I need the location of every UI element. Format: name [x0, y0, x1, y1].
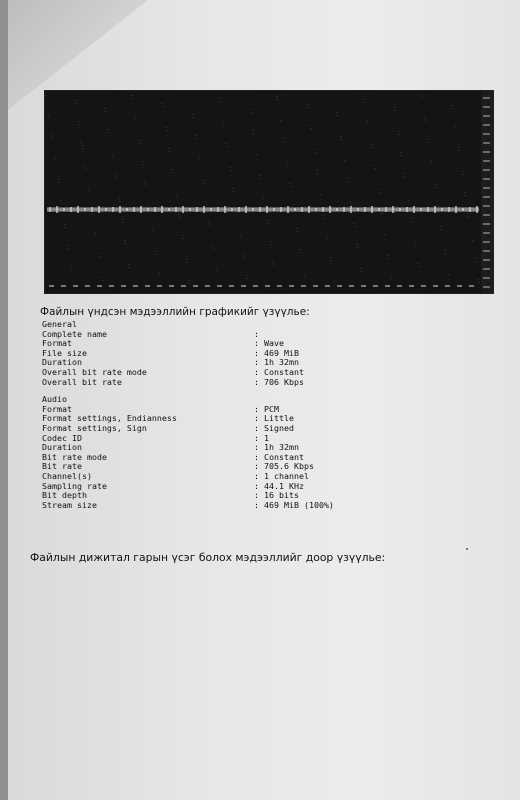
media-info-block: [42, 320, 334, 510]
info-key: Bit rate mode: [42, 451, 107, 462]
info-separator: :: [254, 347, 259, 358]
info-key: File size: [42, 347, 87, 358]
digital-signature-caption: Файлын дижитал гарын үсэг болох мэдээллийг доор үзүүлье:: [30, 551, 386, 564]
info-key: Bit depth: [42, 490, 87, 501]
info-key: Sampling rate: [42, 480, 107, 491]
info-key: Overall bit rate mode: [42, 366, 147, 377]
paper-speck: [466, 548, 468, 550]
info-key: Codec ID: [42, 432, 82, 443]
info-value: Signed: [264, 422, 294, 433]
info-value: PCM: [264, 403, 279, 414]
info-value: 469 MiB: [264, 347, 299, 358]
info-separator: :: [254, 366, 259, 377]
info-separator: :: [254, 480, 259, 491]
graph-caption: Файлын үндсэн мэдээллийн графикийг үзүүлье:: [40, 306, 310, 318]
info-value: Constant: [264, 451, 304, 462]
info-key: Format: [42, 403, 72, 414]
info-row: [42, 424, 334, 434]
info-separator: :: [254, 490, 259, 501]
general-section: [42, 330, 334, 388]
info-key: Stream size: [42, 499, 97, 510]
audio-section-header: Audio: [42, 394, 67, 405]
info-key: Duration: [42, 357, 82, 368]
info-key: Complete name: [42, 328, 107, 339]
info-separator: :: [254, 461, 259, 472]
info-row: [42, 330, 334, 340]
info-value: 1h 32mn: [264, 357, 299, 368]
info-key: Format settings, Endianness: [42, 413, 177, 424]
info-key: Format: [42, 338, 72, 349]
info-separator: :: [254, 451, 259, 462]
info-separator: :: [254, 357, 259, 368]
info-separator: :: [254, 470, 259, 481]
info-value: Constant: [264, 366, 304, 377]
info-value: 469 MiB (100%): [264, 499, 334, 510]
info-value: 16 bits: [264, 490, 299, 501]
info-row: [42, 378, 334, 388]
info-row: [42, 501, 334, 511]
info-separator: :: [254, 328, 259, 339]
general-section-header: General: [42, 319, 77, 329]
info-value: 705.6 Kbps: [264, 461, 314, 472]
info-key: Bit rate: [42, 461, 82, 472]
info-value: 706 Kbps: [264, 376, 304, 387]
audio-section: [42, 405, 334, 511]
spectrogram-graphic: [45, 91, 493, 293]
spectrogram-image: [44, 90, 494, 294]
info-separator: :: [254, 442, 259, 453]
info-separator: :: [254, 413, 259, 424]
info-value: 44.1 KHz: [264, 480, 304, 491]
info-key: Format settings, Sign: [42, 422, 147, 433]
info-separator: :: [254, 432, 259, 443]
info-separator: :: [254, 403, 259, 414]
info-separator: :: [254, 422, 259, 433]
info-value: 1 channel: [264, 470, 309, 481]
info-key: Channel(s): [42, 470, 92, 481]
info-value: 1h 32mn: [264, 442, 299, 453]
info-key: Duration: [42, 442, 82, 453]
info-value: Wave: [264, 338, 284, 349]
info-separator: :: [254, 376, 259, 387]
info-key: Overall bit rate: [42, 376, 122, 387]
info-separator: :: [254, 499, 259, 510]
info-separator: :: [254, 338, 259, 349]
info-value: Little: [264, 413, 294, 424]
info-value: 1: [264, 432, 269, 443]
